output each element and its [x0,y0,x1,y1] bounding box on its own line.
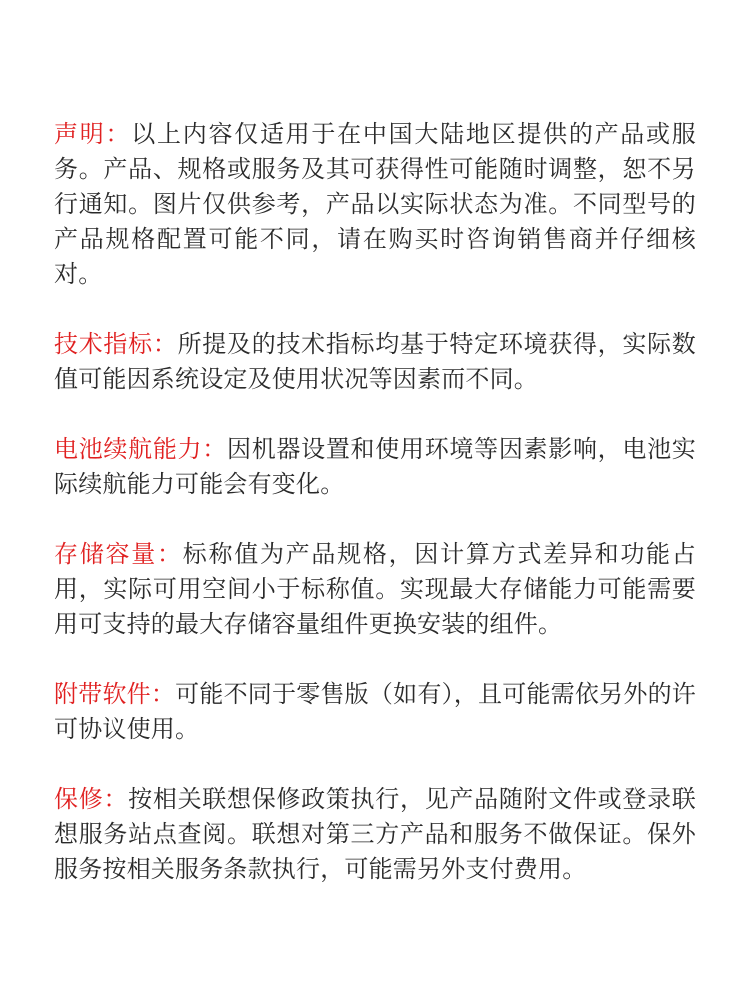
section-bundled-software [54,677,696,747]
section-separator: ： [156,540,183,568]
section-label: 电池续航能力 [54,435,203,463]
section-label: 声明 [54,120,106,148]
section-separator: ： [152,330,178,358]
section-text: 标称值为产品规格，因计算方式差异和功能占用，实际可用空间小于标称值。实现最大存储能力可能需要用可支持的最大存储容量组件更换安装的组件。 [54,540,696,638]
section-separator: ： [103,785,129,813]
section-label: 附带软件 [54,680,151,708]
section-text: 所提及的技术指标均基于特定环境获得，实际数值可能因系统设定及使用状况等因素而不同。 [54,330,697,393]
section-warranty [54,782,696,887]
section-separator: ： [150,680,176,708]
section-label: 保修 [54,785,104,813]
section-battery-life [54,432,696,502]
section-text: 可能不同于零售版（如有），且可能需依另外的许可协议使用。 [54,680,696,743]
section-text: 因机器设置和使用环境等因素影响，电池实际续航能力可能会有变化。 [54,435,697,498]
section-storage-capacity [54,537,696,642]
section-statement [54,117,696,292]
section-label: 技术指标 [54,330,153,358]
section-text: 按相关联想保修政策执行，见产品随附文件或登录联想服务站点查阅。联想对第三方产品和服务不做保证。保外服务按相关服务条款执行，可能需另外支付费用。 [54,785,697,883]
section-separator: ： [202,435,227,463]
section-label: 存储容量 [54,540,157,568]
section-technical-specs [54,327,696,397]
section-text: 以上内容仅适用于在中国大陆地区提供的产品或服务。产品、规格或服务及其可获得性可能随时调整，恕不另行通知。图片仅供参考，产品以实际状态为准。不同型号的产品规格配置可能不同，请在购买时咨询销售商并仔细核对。 [54,120,696,288]
section-separator: ： [105,120,132,148]
